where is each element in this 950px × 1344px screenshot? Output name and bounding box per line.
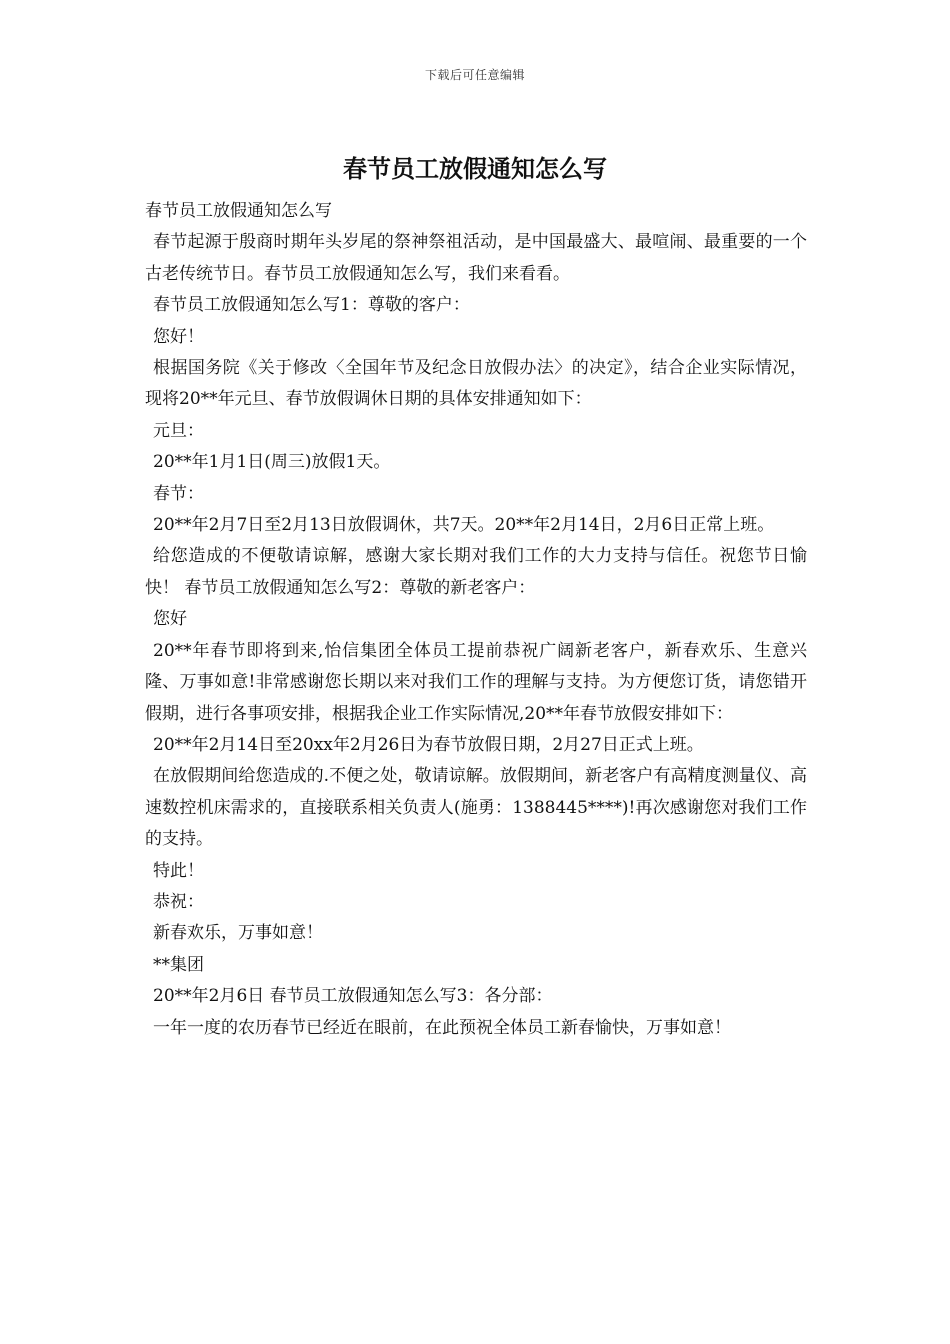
body-paragraph: 20**年2月7日至2月13日放假调休，共7天。20**年2月14日，2月6日正常上班。 [153, 515, 775, 536]
body-paragraph: **集团 [153, 954, 204, 975]
body-paragraph: 恭祝： [153, 891, 204, 912]
body-paragraph: 春节起源于殷商时期年头岁尾的祭神祭祖活动，是中国最盛大、最喧闹、最重要的一个古老传统节日。春节员工放假通知怎么写，我们来看看。 [145, 232, 807, 284]
header-note: 下载后可任意编辑 [424, 68, 525, 82]
body-paragraph: 春节： [153, 483, 204, 504]
body-paragraph: 春节员工放假通知怎么写 [145, 201, 332, 221]
document-title: 春节员工放假通知怎么写 [343, 154, 607, 183]
body-paragraph: 给您造成的不便敬请谅解，感谢大家长期对我们工作的大力支持与信任。祝您节日愉快！ 春节员工放假通知怎么写2：尊敬的新老客户： [145, 546, 807, 598]
body-paragraph: 根据国务院《关于修改〈全国年节及纪念日放假办法〉的决定》，结合企业实际情况，现将20**年元旦、春节放假调休日期的具体安排通知如下： [145, 358, 807, 410]
body-paragraph: 20**年2月6日 春节员工放假通知怎么写3：各分部： [153, 986, 553, 1007]
body-paragraph: 20**年1月1日(周三)放假1天。 [153, 452, 391, 473]
body-paragraph: 一年一度的农历春节已经近在眼前，在此预祝全体员工新春愉快，万事如意！ [153, 1017, 731, 1038]
body-paragraph: 特此！ [153, 860, 204, 881]
document-body [145, 196, 807, 1044]
body-paragraph: 春节员工放假通知怎么写1：尊敬的客户： [153, 295, 470, 316]
body-paragraph: 在放假期间给您造成的.不便之处，敬请谅解。放假期间，新老客户有高精度测量仪、高速数控机床需求的，直接联系相关负责人(施勇：1388445****)!再次感谢您对我们工作的支持。 [145, 766, 807, 850]
body-paragraph: 您好！ [153, 326, 204, 347]
body-paragraph: 元旦： [153, 420, 204, 441]
body-paragraph: 20**年春节即将到来,怡信集团全体员工提前恭祝广阔新老客户，新春欢乐、生意兴隆、万事如意!非常感谢您长期以来对我们工作的理解与支持。为方便您订货，请您错开假期，进行各事项安排，根据我企业工作实际情况,20**年春节放假安排如下： [145, 640, 807, 724]
body-paragraph: 您好 [153, 609, 187, 630]
body-paragraph: 20**年2月14日至20xx年2月26日为春节放假日期，2月27日正式上班。 [153, 734, 704, 755]
body-paragraph: 新春欢乐，万事如意！ [153, 923, 323, 944]
